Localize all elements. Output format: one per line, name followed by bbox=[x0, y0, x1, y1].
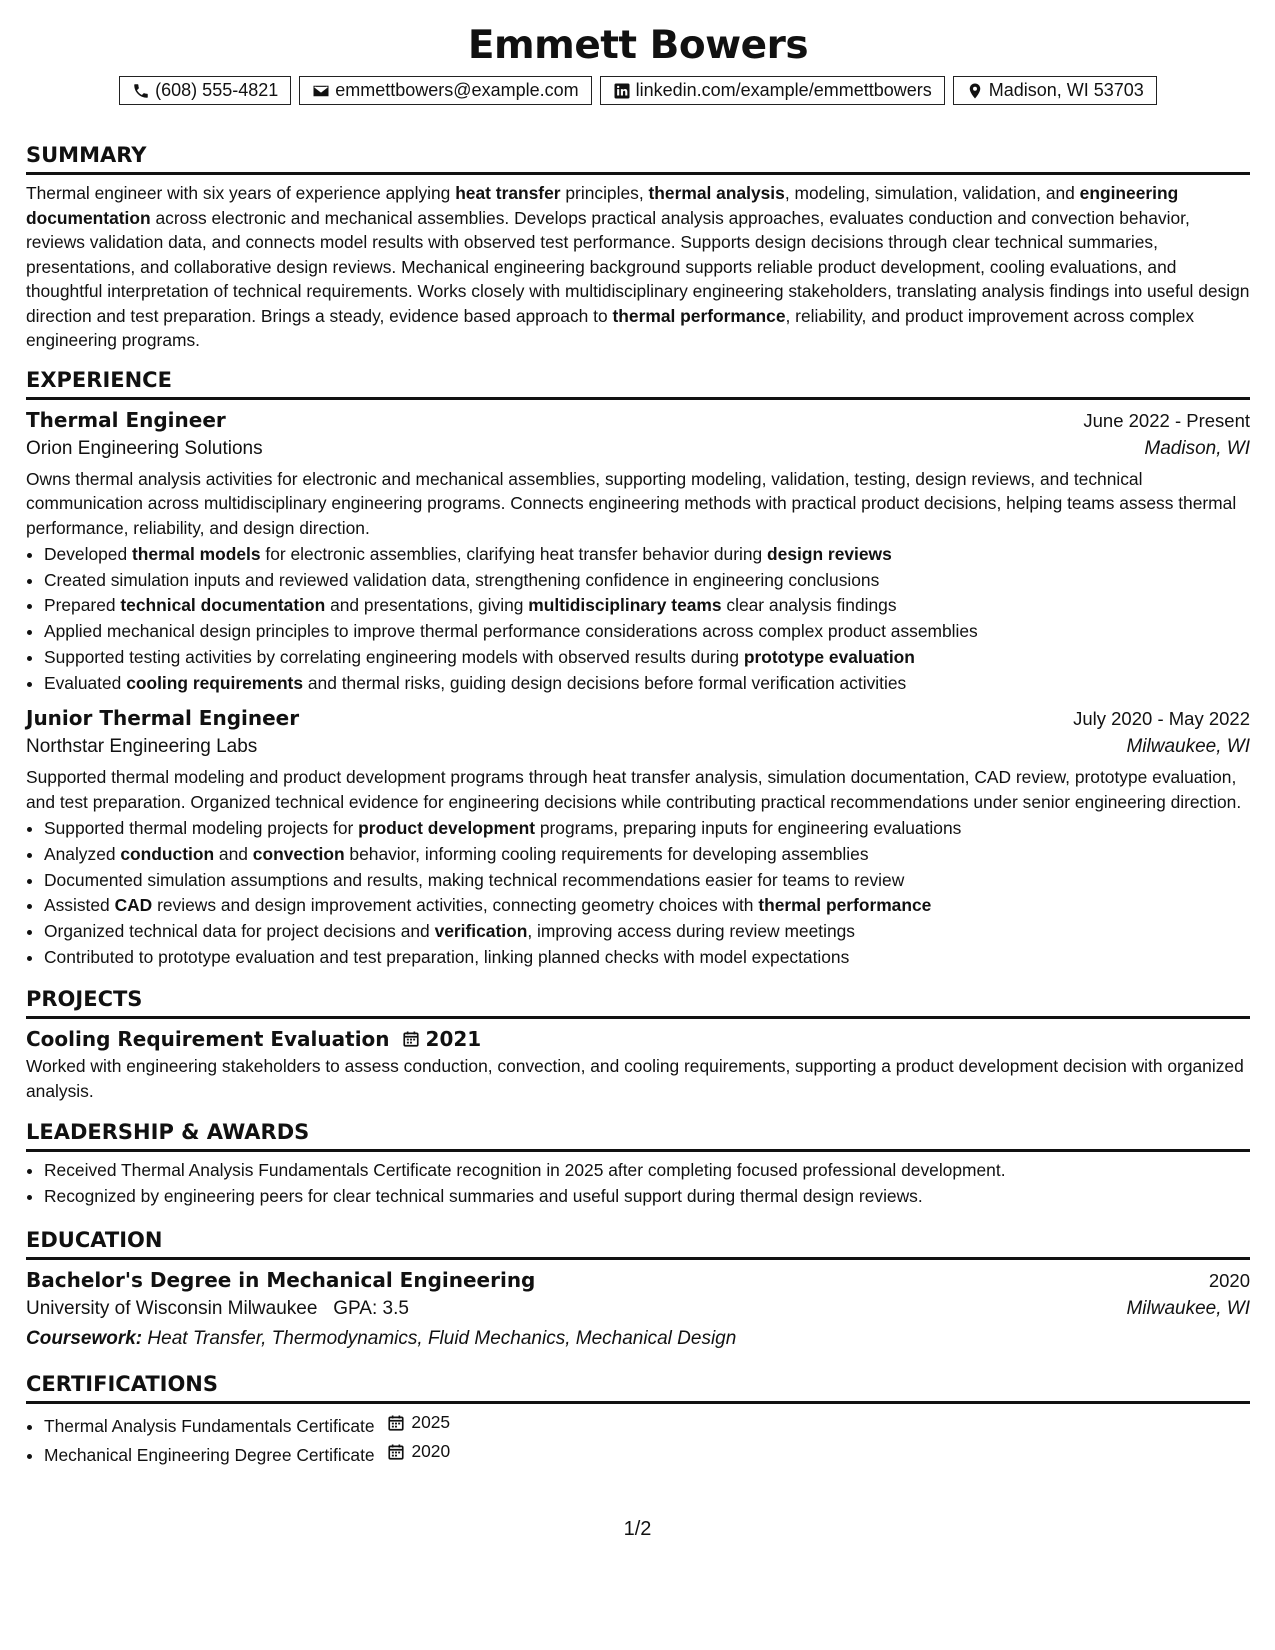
map-pin-icon bbox=[966, 82, 984, 100]
graduation-year: 2020 bbox=[1208, 1269, 1250, 1291]
bullet-item: • Organized technical data for project decisions and verification, improving access during review meetings bbox=[44, 919, 1250, 945]
projects-section bbox=[26, 986, 1250, 1103]
job-dates: June 2022 - Present bbox=[1083, 409, 1250, 431]
contact-location bbox=[953, 76, 1157, 105]
phone-text: (608) 555-4821 bbox=[155, 80, 279, 100]
certifications-section bbox=[26, 1371, 1250, 1469]
certification-year: 2025 bbox=[411, 1411, 451, 1432]
job-description: Supported thermal modeling and product development programs through heat transfer analysis, simulation documentation, CAD review, prototype evaluation, and test preparation. Organized technical evidence for engineering decisions while contributing practical recommendations under senior engineering direction. bbox=[26, 767, 1242, 812]
section-heading: EXPERIENCE bbox=[26, 367, 1250, 400]
bullet-item: • Analyzed conduction and convection behavior, informing cooling requirements for developing assemblies bbox=[44, 842, 1250, 868]
company-name: Orion Engineering Solutions bbox=[26, 437, 263, 459]
contact-linkedin[interactable] bbox=[600, 76, 945, 105]
list-item bbox=[44, 1439, 1250, 1469]
bullet-item: • Developed thermal models for electronic assemblies, clarifying heat transfer behavior during design reviews bbox=[44, 542, 1250, 568]
project-entry bbox=[26, 1025, 1250, 1053]
leadership-section bbox=[26, 1119, 1250, 1209]
list-item bbox=[44, 1410, 1250, 1440]
job-bullets bbox=[26, 816, 1250, 970]
section-heading: SUMMARY bbox=[26, 142, 1250, 175]
experience-section bbox=[26, 367, 1250, 971]
certification-name: Thermal Analysis Fundamentals Certificate bbox=[44, 1415, 375, 1436]
location-text: Madison, WI 53703 bbox=[988, 80, 1144, 100]
certification-year: 2020 bbox=[411, 1441, 451, 1462]
bullet-item: • Prepared technical documentation and presentations, giving multidisciplinary teams clear analysis findings bbox=[44, 593, 1250, 619]
section-heading: EDUCATION bbox=[26, 1227, 1250, 1260]
linkedin-icon bbox=[613, 82, 631, 100]
phone-icon bbox=[132, 82, 150, 100]
calendar-icon bbox=[402, 1030, 420, 1048]
coursework-list: Heat Transfer, Thermodynamics, Fluid Mechanics, Mechanical Design bbox=[147, 1327, 737, 1349]
bullet-item: • Evaluated cooling requirements and thermal risks, guiding design decisions before formal verification activities bbox=[44, 671, 1250, 697]
bullet-item: • Documented simulation assumptions and results, making technical recommendations easier for teams to review bbox=[44, 868, 1250, 894]
list-item: • Received Thermal Analysis Fundamentals Certificate recognition in 2025 after completing focused professional development. bbox=[44, 1158, 1250, 1184]
bullet-item: • Supported thermal modeling projects for product development programs, preparing inputs for engineering evaluations bbox=[44, 816, 1250, 842]
job-title: Thermal Engineer bbox=[26, 407, 226, 432]
project-year: 2021 bbox=[425, 1027, 482, 1052]
summary-text: Thermal engineer with six years of experience applying heat transfer principles, thermal analysis, modeling, simulation, validation, and engineering documentation across electronic and mechanical assemblies. Develops practical analysis approaches, evaluates conduction and convection behavior, reviews validation data, and connects model results with observed test performance. Supports design decisions through clear technical summaries, presentations, and collaborative design reviews. Mechanical engineering background supports reliable product development, cooling evaluations, and thoughtful interpretation of technical requirements. Works closely with multidisciplinary engineering stakeholders, translating analysis findings into useful design direction and test preparation. Brings a steady, evidence based approach to thermal performance, reliability, and product improvement across complex engineering programs. bbox=[26, 183, 1250, 350]
section-heading: PROJECTS bbox=[26, 986, 1250, 1019]
contact-email[interactable] bbox=[299, 76, 591, 105]
bullet-item: • Supported testing activities by correlating engineering models with observed results during prototype evaluation bbox=[44, 645, 1250, 671]
page-number: 1/2 bbox=[623, 1518, 652, 1540]
contact-phone bbox=[119, 76, 291, 105]
linkedin-text: linkedin.com/example/emmettbowers bbox=[635, 80, 932, 100]
education-section bbox=[26, 1227, 1250, 1354]
email-text: emmettbowers@example.com bbox=[335, 80, 579, 100]
certification-name: Mechanical Engineering Degree Certificate bbox=[44, 1445, 375, 1466]
bullet-item: • Contributed to prototype evaluation and test preparation, linking planned checks with model expectations bbox=[44, 945, 1250, 971]
project-date bbox=[402, 1025, 482, 1053]
contact-bar bbox=[26, 76, 1250, 105]
section-heading: CERTIFICATIONS bbox=[26, 1371, 1250, 1404]
job-bullets bbox=[26, 542, 1250, 696]
summary-section bbox=[26, 142, 1250, 353]
job-title: Junior Thermal Engineer bbox=[26, 706, 300, 731]
degree-title: Bachelor's Degree in Mechanical Engineering bbox=[26, 1267, 536, 1292]
company-name: Northstar Engineering Labs bbox=[26, 736, 258, 758]
list-item: • Recognized by engineering peers for clear technical summaries and useful support during thermal design reviews. bbox=[44, 1184, 1250, 1210]
school-name: University of Wisconsin Milwaukee bbox=[26, 1297, 318, 1319]
job-entry bbox=[26, 406, 1250, 697]
project-description: Worked with engineering stakeholders to assess conduction, convection, and cooling requirements, supporting a product development decision with organized analysis. bbox=[26, 1056, 1244, 1101]
project-title: Cooling Requirement Evaluation bbox=[26, 1027, 390, 1052]
coursework bbox=[26, 1324, 1250, 1354]
coursework-label: Coursework: bbox=[26, 1327, 143, 1349]
job-dates: July 2020 - May 2022 bbox=[1073, 708, 1250, 730]
envelope-icon bbox=[312, 82, 330, 100]
section-heading: LEADERSHIP & AWARDS bbox=[26, 1119, 1250, 1152]
job-location: Madison, WI bbox=[1144, 437, 1250, 459]
certifications-list bbox=[26, 1410, 1250, 1469]
calendar-icon bbox=[387, 1414, 405, 1432]
bullet-item: • Applied mechanical design principles to improve thermal performance considerations across complex product assemblies bbox=[44, 619, 1250, 645]
job-location: Milwaukee, WI bbox=[1126, 736, 1250, 758]
leadership-list bbox=[26, 1158, 1250, 1209]
job-description: Owns thermal analysis activities for electronic and mechanical assemblies, supporting modeling, validation, testing, design reviews, and technical communication across multidisciplinary engineering programs. Connects engineering methods with practical product decisions, helping teams assess thermal performance, reliability, and design direction. bbox=[26, 468, 1237, 538]
gpa: GPA: 3.5 bbox=[333, 1297, 409, 1319]
bullet-item: • Assisted CAD reviews and design improvement activities, connecting geometry choices with thermal performance bbox=[44, 893, 1250, 919]
job-entry bbox=[26, 704, 1250, 970]
candidate-name: Emmett Bowers bbox=[467, 23, 809, 68]
school-location: Milwaukee, WI bbox=[1126, 1297, 1250, 1319]
calendar-icon bbox=[387, 1443, 405, 1461]
bullet-item: • Created simulation inputs and reviewed validation data, strengthening confidence in engineering conclusions bbox=[44, 568, 1250, 594]
resume-page bbox=[26, 22, 1250, 1469]
